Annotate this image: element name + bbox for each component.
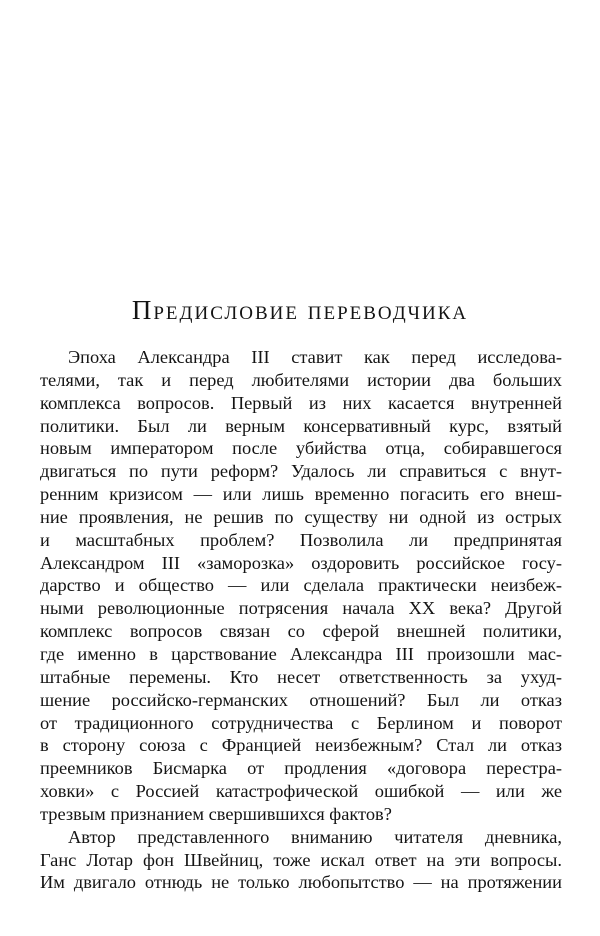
text-line: двигаться по пути реформ? Удалось ли справиться с внут- (40, 461, 562, 482)
text-line: от традиционного сотрудничества с Берлином и поворот (40, 712, 562, 733)
text-line: ренним кризисом — или лишь временно погасить его внеш- (40, 484, 562, 505)
text-line: Автор представленного вниманию читателя дневника, (68, 826, 562, 847)
text-line: преемников Бисмарка от продления «договора перестра- (40, 758, 562, 779)
text-line: штабные перемены. Кто несет ответственность за ухуд- (40, 666, 562, 687)
body-text (40, 346, 562, 894)
text-line: и масштабных проблем? Позволила ли предпринятая (40, 529, 562, 550)
text-line: где именно в царствование Александра III произошли мас- (40, 643, 562, 664)
text-line: дарство и общество — или сделала практически неизбеж- (40, 575, 562, 596)
text-line: Александром III «заморозка» оздоровить российское госу- (40, 552, 562, 573)
text-line: телями, так и перед любителями истории два больших (40, 369, 562, 390)
text-line: политики. Был ли верным консервативный курс, взятый (40, 415, 562, 436)
text-line: трезвым признанием свершившихся фактов? (40, 803, 392, 824)
text-line: Ганс Лотар фон Швейниц, тоже искал ответ на эти вопросы. (40, 849, 562, 870)
text-line: Эпоха Александра III ставит как перед исследова- (68, 347, 562, 367)
text-line: ние проявления, не решив по существу ни одной из острых (40, 506, 562, 527)
text-line: комплекса вопросов. Первый из них касается внутренней (40, 392, 562, 413)
text-line: Им двигало отнюдь не только любопытство — на протяжении (40, 872, 562, 893)
text-line: новым императором после убийства отца, собиравшегося (40, 438, 562, 459)
text-line: ховки» с Россией катастрофической ошибкой — или же (40, 781, 562, 802)
text-line: в сторону союза с Францией неизбежным? Стал ли отказ (40, 735, 562, 756)
chapter-title: Предисловие переводчика (131, 295, 469, 325)
text-line: комплекс вопросов связан со сферой внешней политики, (40, 621, 562, 642)
text-line: ными революционные потрясения начала XX века? Другой (40, 598, 562, 619)
text-line: шение российско-германских отношений? Был ли отказ (40, 689, 562, 710)
